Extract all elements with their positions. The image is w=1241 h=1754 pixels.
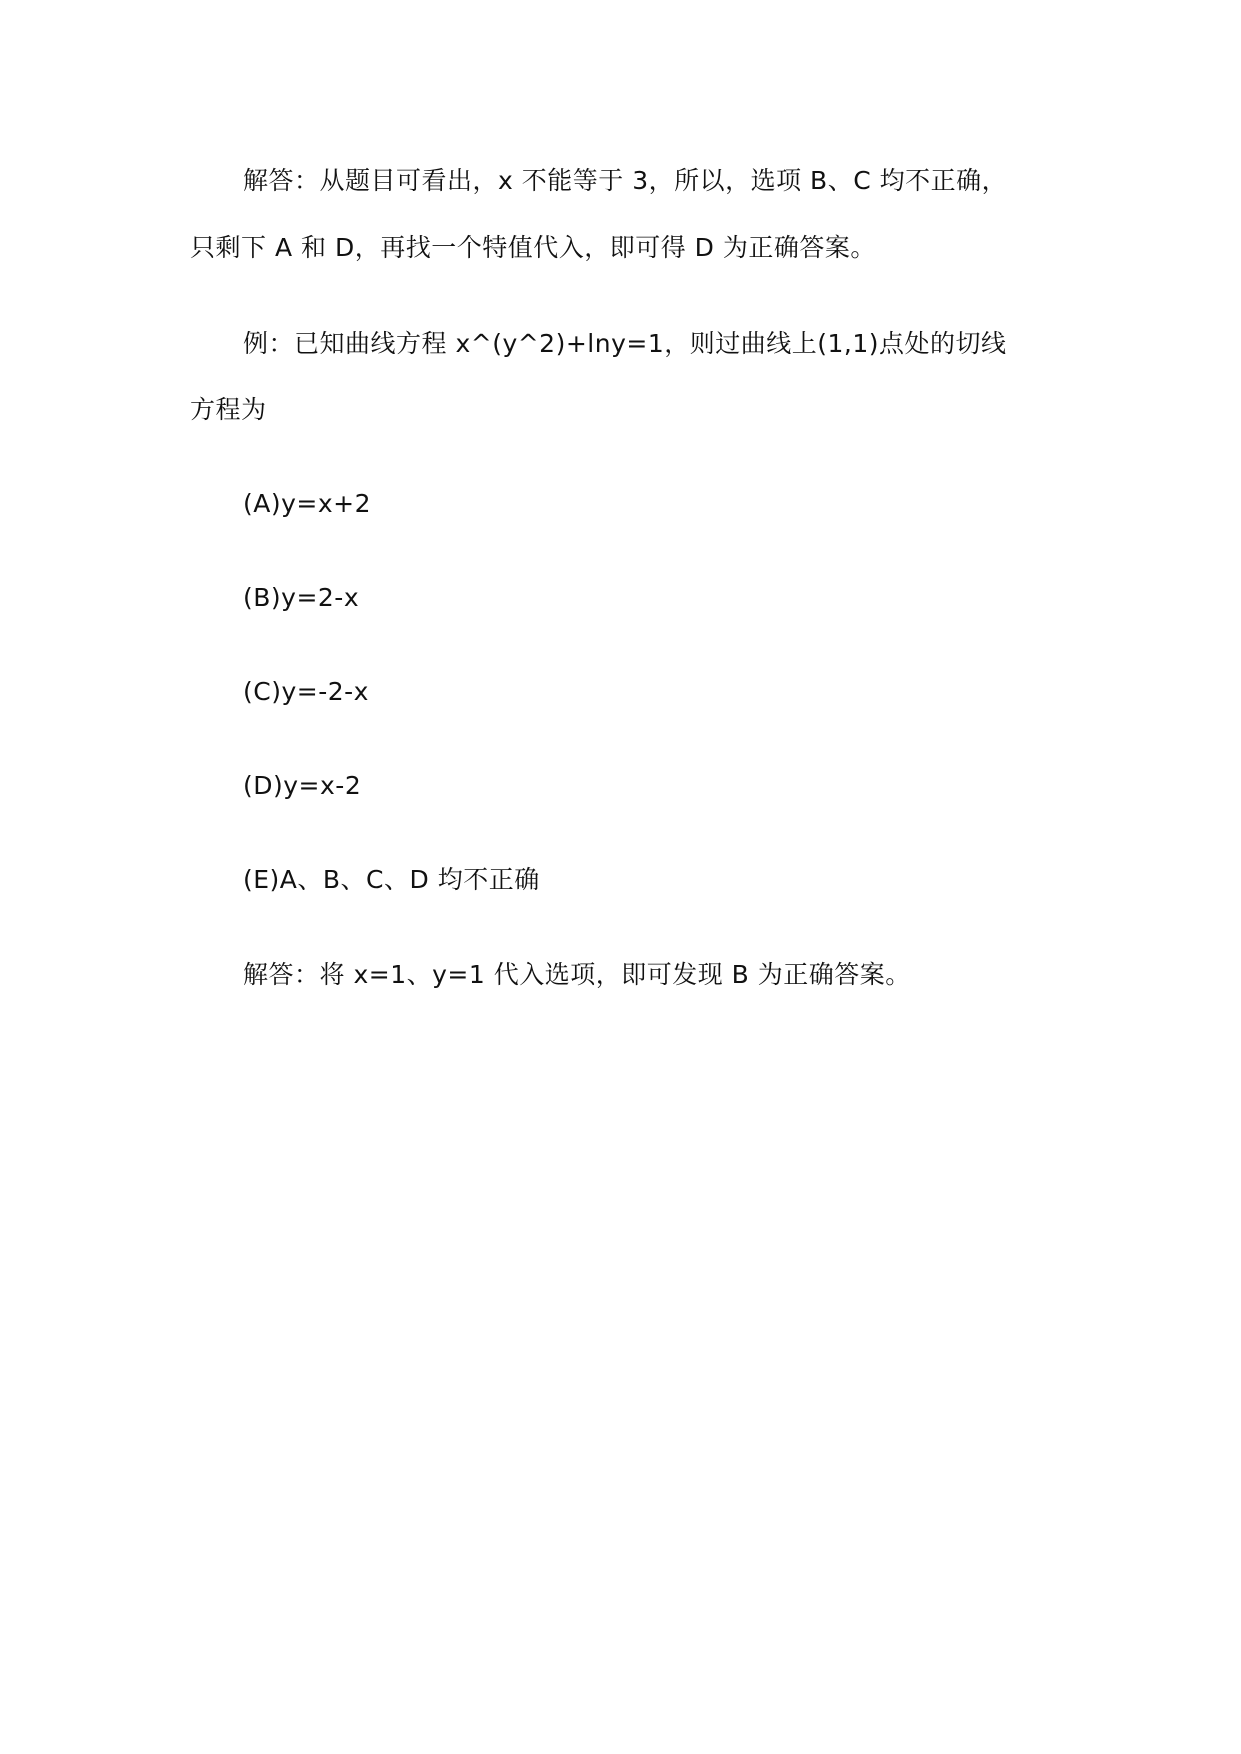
option-a: (A)y=x+2 <box>243 489 371 518</box>
option-c: (C)y=-2-x <box>243 677 369 706</box>
answer-paragraph-line-2: 只剩下 A 和 D，再找一个特值代入，即可得 D 为正确答案。 <box>190 233 876 262</box>
option-e: (E)A、B、C、D 均不正确 <box>243 865 540 894</box>
option-d: (D)y=x-2 <box>243 771 362 800</box>
answer-paragraph-line-1: 解答：从题目可看出，x 不能等于 3，所以，选项 B、C 均不正确， <box>243 166 1008 195</box>
option-b: (B)y=2-x <box>243 583 360 612</box>
example-question-line-1: 例：已知曲线方程 x^(y^2)+lny=1，则过曲线上(1,1)点处的切线 <box>243 329 1007 358</box>
answer-paragraph-2: 解答：将 x=1、y=1 代入选项，即可发现 B 为正确答案。 <box>243 960 911 989</box>
example-question-line-2: 方程为 <box>190 395 267 424</box>
